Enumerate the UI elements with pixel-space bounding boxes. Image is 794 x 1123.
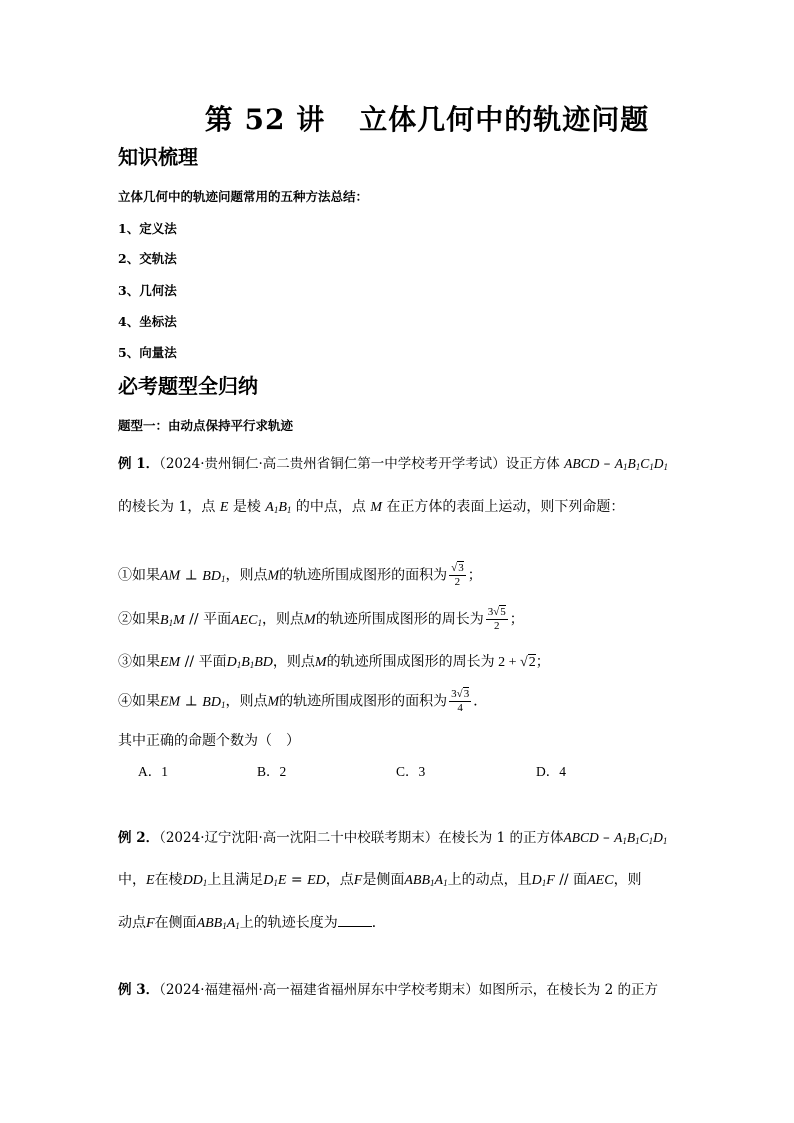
proposition-1: ①如果AM ⊥ $BD_1$，则点M的轨迹所围成图形的面积为 $\frac{√3}{2}$ ； [118, 562, 482, 588]
title-lecture-number: 第 52 讲 [204, 103, 326, 136]
method-item: 1、定义法 [118, 221, 177, 236]
answer-blank[interactable] [338, 914, 372, 927]
example-1-question: 其中正确的命题个数为（ ） [118, 733, 300, 749]
method-item: 2、交轨法 [118, 251, 177, 266]
example-1-line-2: 的棱长为 1，点 E 是棱 $A_1B_1$ 的中点，点 M 在正方体的表面上运动，则下列命题： [118, 499, 625, 515]
methods-intro: 立体几何中的轨迹问题常用的五种方法总结： [118, 189, 369, 204]
page-title [0, 98, 794, 138]
example-2-source: （2024·辽宁沈阳·高一沈阳二十中校联考期末） [159, 830, 439, 846]
example-2-line-2: 中，E在棱$DD_1$上且满足$D_1E$ = ED，点F是侧面$ABB_1A_1$上的动点，且$D_1F$ // 面AEC，则 [118, 872, 642, 888]
section-heading-question-types: 必考题型全归纳 [118, 374, 258, 398]
example-3-line-1: 例 3．（2024·福建福州·高一福建省福州屏东中学校考期末）如图所示，在棱长为 2 的正方 [118, 982, 658, 998]
option-d[interactable]: D．4 [536, 764, 566, 779]
question-type-heading: 题型一：由动点保持平行求轨迹 [118, 418, 294, 433]
option-b[interactable]: B．2 [257, 764, 287, 779]
example-2-label: 例 2． [118, 830, 160, 846]
cube-name: ABCD [564, 456, 600, 471]
example-3-label: 例 3． [118, 982, 160, 998]
example-1-source: （2024·贵州铜仁·高二贵州省铜仁第一中学校考开学考试） [159, 456, 506, 472]
title-topic: 立体几何中的轨迹问题 [359, 103, 650, 136]
example-1-line-1: 例 1．（2024·贵州铜仁·高二贵州省铜仁第一中学校考开学考试）设正方体 ABCD – $A_1B_1C_1D_1$ [118, 456, 668, 472]
option-a[interactable]: A．1 [138, 764, 168, 779]
proposition-2: ②如果$B_1M$ // 平面$AEC_1$，则点M的轨迹所围成图形的周长为 $\frac{3√5}{2}$ ； [118, 606, 524, 632]
proposition-3: ③如果EM // 平面$D_1B_1BD$，则点M的轨迹所围成图形的周长为 2 + √2； [118, 654, 550, 670]
example-2-line-1: 例 2．（2024·辽宁沈阳·高一沈阳二十中校联考期末）在棱长为 1 的正方体ABCD – $A_1B_1C_1D_1$ [118, 830, 668, 846]
method-item: 3、几何法 [118, 283, 177, 298]
section-heading-knowledge: 知识梳理 [118, 145, 198, 169]
example-2-line-3: 动点F在侧面$ABB_1A_1$上的轨迹长度为 ． [118, 915, 386, 931]
proposition-4: ④如果EM ⊥ $BD_1$，则点M的轨迹所围成图形的面积为 $\frac{3√3}{4}$ ． [118, 688, 488, 714]
example-3-source: （2024·福建福州·高一福建省福州屏东中学校考期末） [159, 982, 479, 998]
method-item: 4、坐标法 [118, 314, 177, 329]
option-c[interactable]: C．3 [396, 764, 426, 779]
example-1-label: 例 1． [118, 456, 160, 472]
method-item: 5、向量法 [118, 345, 177, 360]
